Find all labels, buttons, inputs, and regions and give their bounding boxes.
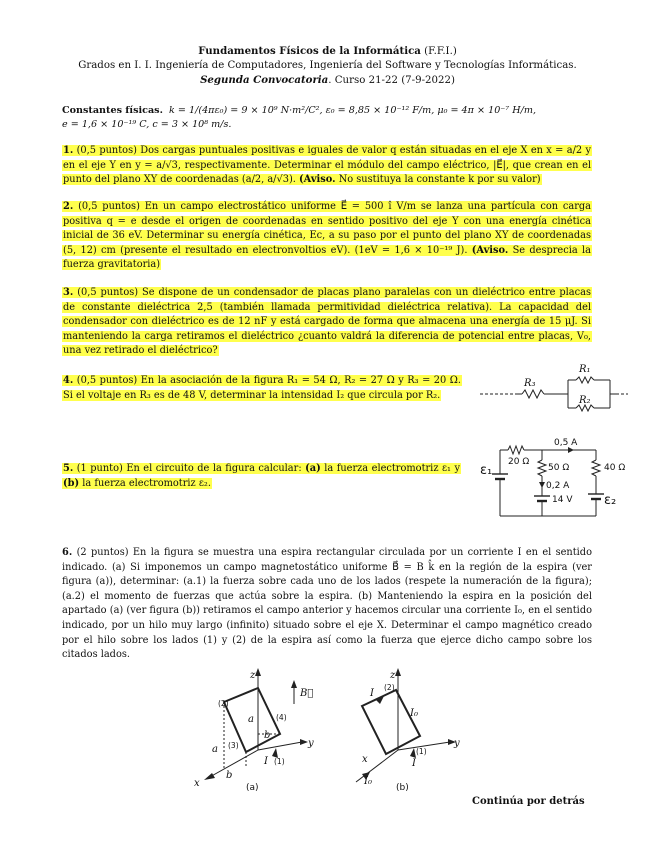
axis-x: x <box>194 778 200 789</box>
question-text: (0,5 puntos) En un campo electrostático uniforme E⃗ = 500 î V/m se lanza una partícula con carga positiva q = e desde el origen de coordenadas en sentido positivo del eje Y con una energía cinética inicial de 36 eV. Determinar su energía cinética, Ec, a su paso por el punto del plano XY de coordenadas (5, 12) cm (presente el resultado en electronvoltios eV). (1eV = 1,6 × 10⁻¹⁹ J). <box>63 201 591 256</box>
question-number: 2. <box>63 201 74 212</box>
course-abbrev: (F.F.I.) <box>424 46 457 57</box>
label-r3: R₃ <box>524 378 536 389</box>
question-text: (0,5 puntos) Se dispone de un condensador de placas plano paralelas con un dieléctrico entre placas de constante dieléctrica 2,5 (también llamada permitividad dieléctrica relativa). La capacidad del condensador con dieléctrico es de 12 nF y está cargado de forma que almacena una energía de 15 μJ. Si manteniendo la carga retiramos el dieléctrico ¿cuanto valdrá la diferencia de potencial entre placas, V₀, una vez retirado el dieléctrico? <box>63 287 591 357</box>
label-40-ohm: 40 Ω <box>604 463 626 473</box>
aviso-label: (Aviso. <box>299 174 336 186</box>
side-4-label: (4) <box>276 713 287 722</box>
current-i: I <box>370 688 374 699</box>
question-text: (0,5 puntos) En la asociación de la figura R₁ = 54 Ω, R₂ = 27 Ω y R₃ = 20 Ω. Si el voltaje en R₃ es de 48 V, determinar la intensidad I₂ que circula por R₂. <box>63 375 461 401</box>
constants-line-1: k = 1/(4πε₀) = 9 × 10⁹ N·m²/C², ε₀ = 8,85 × 10⁻¹² F/m, μ₀ = 4π × 10⁻⁷ H/m, <box>169 105 537 116</box>
question-2 <box>62 200 592 273</box>
degrees-line: Grados en I. I. Ingeniería de Computadores, Ingeniería del Software y Tecnologías Informáticas. <box>78 60 577 71</box>
continue-note: Continúa por detrás <box>472 796 585 807</box>
question-number: 4. <box>63 375 74 386</box>
question-number: 6. <box>62 547 73 558</box>
side-3-label: (3) <box>228 741 239 750</box>
question-text: la fuerza electromotriz ε₂. <box>82 477 211 489</box>
exam-header <box>40 44 615 88</box>
axis-y: y <box>454 738 460 749</box>
label-r2: R₂ <box>579 395 591 406</box>
question-1 <box>62 144 592 188</box>
question-6 <box>62 546 592 663</box>
label-14v: 14 V <box>552 495 573 505</box>
question-text: (1 punto) En el circuito de la figura calcular: <box>76 463 302 474</box>
current-i: I <box>412 758 416 769</box>
label-20-ohm: 20 Ω <box>508 457 530 467</box>
question-number: 3. <box>63 287 74 298</box>
label-emf-2: ε₂ <box>604 493 617 508</box>
question-number: 5. <box>63 463 74 474</box>
label-50-ohm: 50 Ω <box>548 463 570 473</box>
part-a-label: (a) <box>305 463 321 474</box>
side-b-label: b <box>264 730 271 741</box>
side-1-label: (1) <box>274 757 285 766</box>
constants-label: Constantes físicas. <box>62 105 163 116</box>
aviso-text: No sustituya la constante k por su valor) <box>338 174 541 186</box>
course-title: Fundamentos Físicos de la Informática <box>198 45 421 57</box>
axis-z: z <box>390 670 396 681</box>
axis-z: z <box>250 670 256 681</box>
caption-a: (a) <box>246 783 259 793</box>
label-current-05: 0,5 A <box>554 438 578 448</box>
loop-figure-a <box>190 666 330 796</box>
aviso-text: Se desprecia la fuerza gravitatoria) <box>63 244 591 271</box>
side-b-label: b <box>226 770 233 781</box>
question-5 <box>62 462 462 491</box>
side-2-label: (2) <box>384 683 395 692</box>
axis-y: y <box>308 738 314 749</box>
circuit-figure <box>478 430 628 522</box>
side-1-label: (1) <box>416 747 427 756</box>
label-emf-1: ε₁ <box>480 463 493 478</box>
physical-constants <box>62 104 602 132</box>
loop-figure-b <box>340 666 470 796</box>
part-b-label: (b) <box>63 477 80 489</box>
label-r1: R₁ <box>579 364 591 375</box>
constants-line-2: e = 1,6 × 10⁻¹⁹ C, c = 3 × 10⁸ m/s. <box>62 119 232 130</box>
convocatoria: Segunda Convocatoria <box>200 74 329 86</box>
axis-x: x <box>362 754 368 765</box>
field-b: B⃗ <box>300 688 314 699</box>
side-a-label: a <box>212 744 218 755</box>
label-current-02: 0,2 A <box>546 481 570 491</box>
question-number: 1. <box>63 145 74 156</box>
side-2-label: (2) <box>218 699 229 708</box>
course-date: . Curso 21-22 (7-9-2022) <box>328 75 455 86</box>
caption-b: (b) <box>396 783 409 793</box>
resistor-network-figure <box>478 358 628 418</box>
current-i: I <box>264 756 268 767</box>
question-text: (0,5 puntos) Dos cargas puntuales positivas e iguales de valor q están situadas en el eje X en x = a/2 y en el eje Y en y = a/√3, respectivamente. Determinar el módulo del campo eléctrico, |E⃗|, que crean en el punto del plano XY de coordenadas (a/2, a/√3). <box>63 145 591 186</box>
current-i0: I₀ <box>410 708 418 719</box>
question-3 <box>62 286 592 359</box>
question-4 <box>62 374 462 403</box>
aviso-label: (Aviso. <box>471 244 509 256</box>
current-i0: I₀ <box>364 776 372 787</box>
question-text: la fuerza electromotriz ε₁ y <box>324 463 460 474</box>
question-text: (2 puntos) En la figura se muestra una espira rectangular circulada por un corriente I en el sentido indicado. (a) Si imponemos un campo magnetostático uniforme B⃗ = B k̂ en la región de la espira (ver figura (a)), determinar: (a.1) la fuerza sobre cada uno de los lados (respete la numeración de la figura); (a.2) el momento de fuerzas que actúa sobre la espira. (b) Manteniendo la espira en la posición del apartado (a) (ver figura (b)) retiramos el campo anterior y hacemos circular una corriente I₀, en el sentido indicado, por un hilo muy largo (infinito) situado sobre el eje X. Determinar el campo magnético creado por el hilo sobre los lados (1) y (2) de la espira así como la fuerza que ejerce dicho campo sobre los citados lados. <box>62 547 592 661</box>
side-a-label: a <box>248 714 254 725</box>
